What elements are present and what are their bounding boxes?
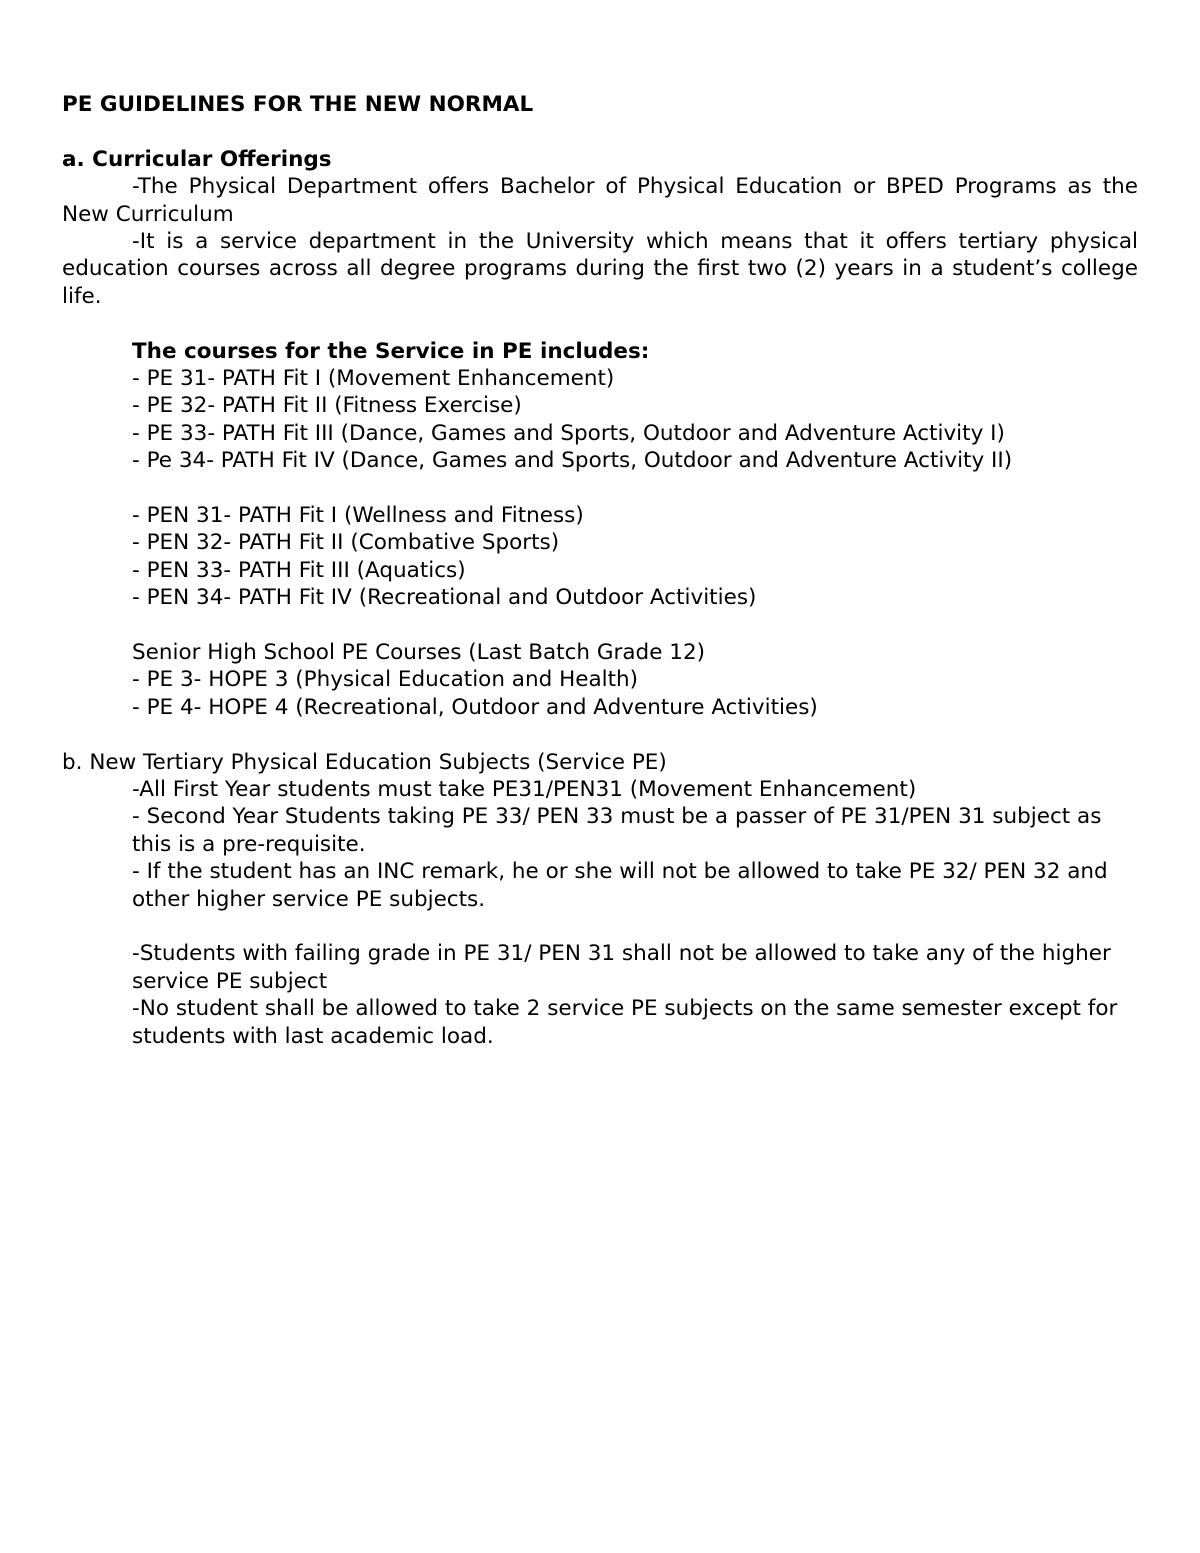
spacer — [132, 612, 1138, 639]
rule-item: -Students with failing grade in PE 31/ PEN 31 shall not be allowed to take any of the higher service PE subject — [132, 941, 1111, 994]
list-item: - PE 3- HOPE 3 (Physical Education and Health) — [132, 667, 639, 693]
list-item: - PEN 33- PATH Fit III (Aquatics) — [132, 557, 466, 583]
document-title: PE GUIDELINES FOR THE NEW NORMAL — [62, 92, 534, 117]
section-a-heading: a. Curricular Offerings — [62, 146, 332, 172]
spacer — [62, 721, 1138, 748]
section-a-paragraph: -The Physical Department offers Bachelor of Physical Education or BPED Programs as the New Curriculum — [62, 174, 1138, 227]
shs-heading: Senior High School PE Courses (Last Batch Grade 12) — [132, 640, 706, 666]
list-item: - PEN 32- PATH Fit II (Combative Sports) — [132, 530, 560, 556]
section-b-rules — [62, 776, 1138, 1050]
list-item: - PE 4- HOPE 4 (Recreational, Outdoor and Adventure Activities) — [132, 694, 818, 720]
list-item: - PEN 31- PATH Fit I (Wellness and Fitness) — [132, 503, 584, 529]
spacer — [62, 118, 1138, 145]
list-item: - PE 32- PATH Fit II (Fitness Exercise) — [132, 393, 522, 419]
courses-heading: The courses for the Service in PE includes: — [132, 338, 650, 364]
rule-item: - Second Year Students taking PE 33/ PEN 33 must be a passer of PE 31/PEN 31 subject as this is a pre-requisite. — [132, 804, 1102, 857]
section-a-paragraph: -It is a service department in the University which means that it offers tertiary physical education courses across all degree programs during the first two (2) years in a student’s college life. — [62, 229, 1138, 309]
rule-item: -No student shall be allowed to take 2 service PE subjects on the same semester except for students with last academic load. — [132, 996, 1118, 1049]
spacer — [62, 310, 1138, 337]
service-pe-courses — [62, 338, 1138, 722]
rule-item: - If the student has an INC remark, he or she will not be allowed to take PE 32/ PEN 32 and other higher service PE subjects. — [132, 859, 1108, 912]
list-item: - Pe 34- PATH Fit IV (Dance, Games and Sports, Outdoor and Adventure Activity II) — [132, 448, 1013, 474]
section-b-heading: b. New Tertiary Physical Education Subjects (Service PE) — [62, 749, 667, 775]
spacer — [132, 913, 1138, 940]
rule-item: -All First Year students must take PE31/PEN31 (Movement Enhancement) — [132, 777, 917, 803]
document-page — [62, 91, 1138, 1050]
list-item: - PE 33- PATH Fit III (Dance, Games and Sports, Outdoor and Adventure Activity I) — [132, 420, 1005, 446]
list-item: - PE 31- PATH Fit I (Movement Enhancement) — [132, 366, 615, 392]
list-item: - PEN 34- PATH Fit IV (Recreational and Outdoor Activities) — [132, 585, 757, 611]
spacer — [132, 475, 1138, 502]
